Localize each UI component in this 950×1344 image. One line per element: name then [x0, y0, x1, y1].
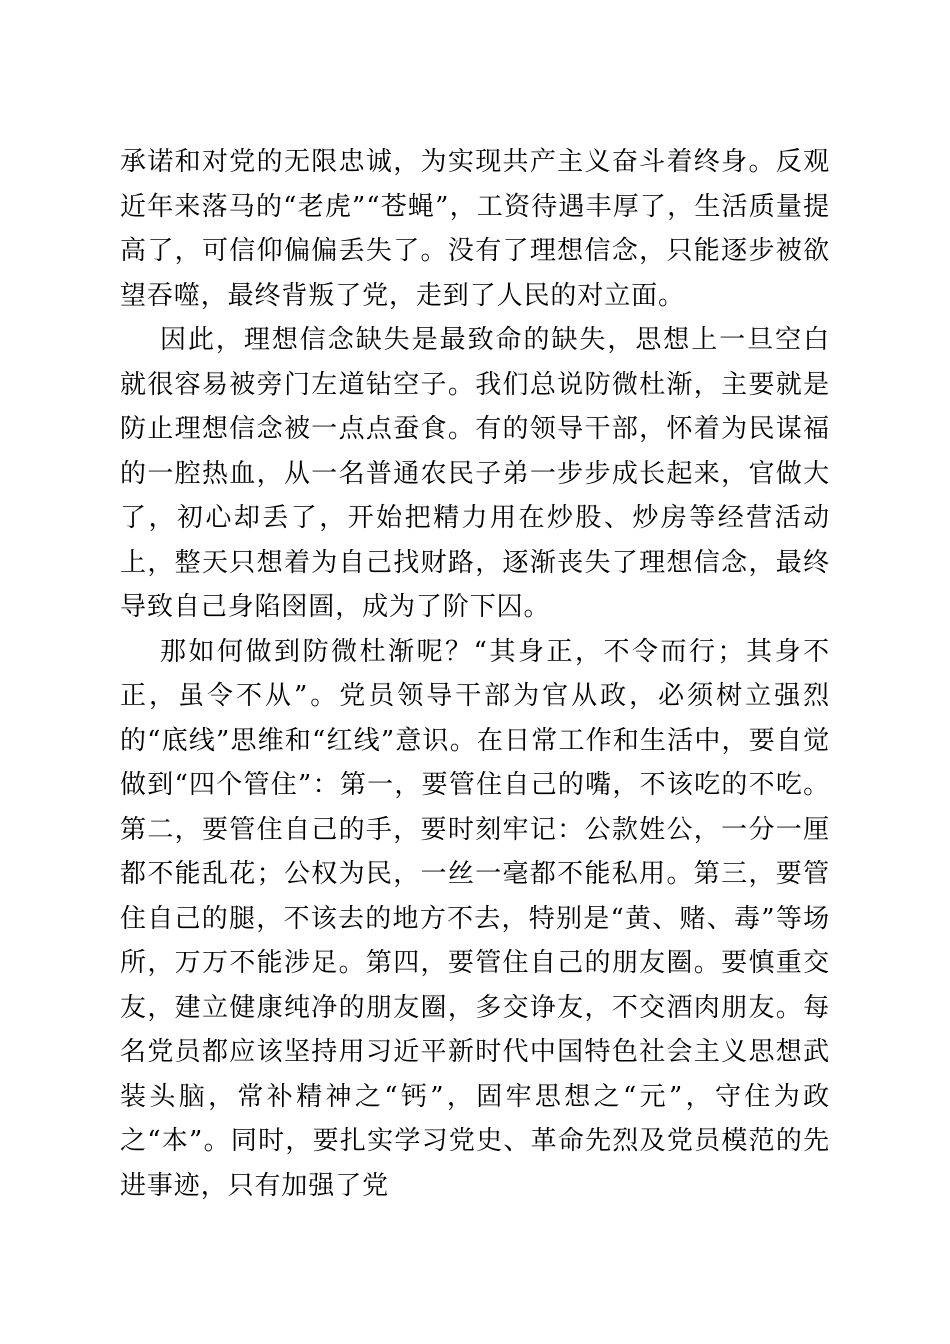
paragraph-four-controls: 那如何做到防微杜渐呢？“其身正，不令而行；其身不正，虽令不从”。党员领导干部为官从政，必须树立强烈的“底线”思维和“红线”意识。在日常工作和生活中，要自觉做到“四个管住”：第一，要管住自己的嘴，不该吃的不吃。第二，要管住自己的手，要时刻牢记：公款姓公，一分一厘都不能乱花；公权为民，一丝一毫都不能私用。第三，要管住自己的腿，不该去的地方不去，特别是“黄、赌、毒”等场所，万万不能涉足。第四，要管住自己的朋友圈。要慎重交友，建立健康纯净的朋友圈，多交诤友，不交酒肉朋友。每名党员都应该坚持用习近平新时代中国特色社会主义思想武装头脑，常补精神之“钙”，固牢思想之“元”，守住为政之“本”。同时，要扎实学习党史、革命先烈及党员模范的先进事迹，只有加强了党	[120, 636, 830, 1201]
document-body	[120, 140, 830, 1208]
paragraph-continuation: 承诺和对党的无限忠诚，为实现共产主义奋斗着终身。反观近年来落马的“老虎”“苍蝇”，工资待遇丰厚了，生活质量提高了，可信仰偏偏丢失了。没有了理想信念，只能逐步被欲望吞噬，最终背叛了党，走到了人民的对立面。	[120, 147, 830, 311]
paragraph-ideals-loss: 因此，理想信念缺失是最致命的缺失，思想上一旦空白就很容易被旁门左道钻空子。我们总说防微杜渐，主要就是防止理想信念被一点点蚕食。有的领导干部，怀着为民谋福的一腔热血，从一名普通农民子弟一步步成长起来，官做大了，初心却丢了，开始把精力用在炒股、炒房等经营活动上，整天只想着为自己找财路，逐渐丧失了理想信念，最终导致自己身陷囹圄，成为了阶下囚。	[120, 325, 830, 622]
